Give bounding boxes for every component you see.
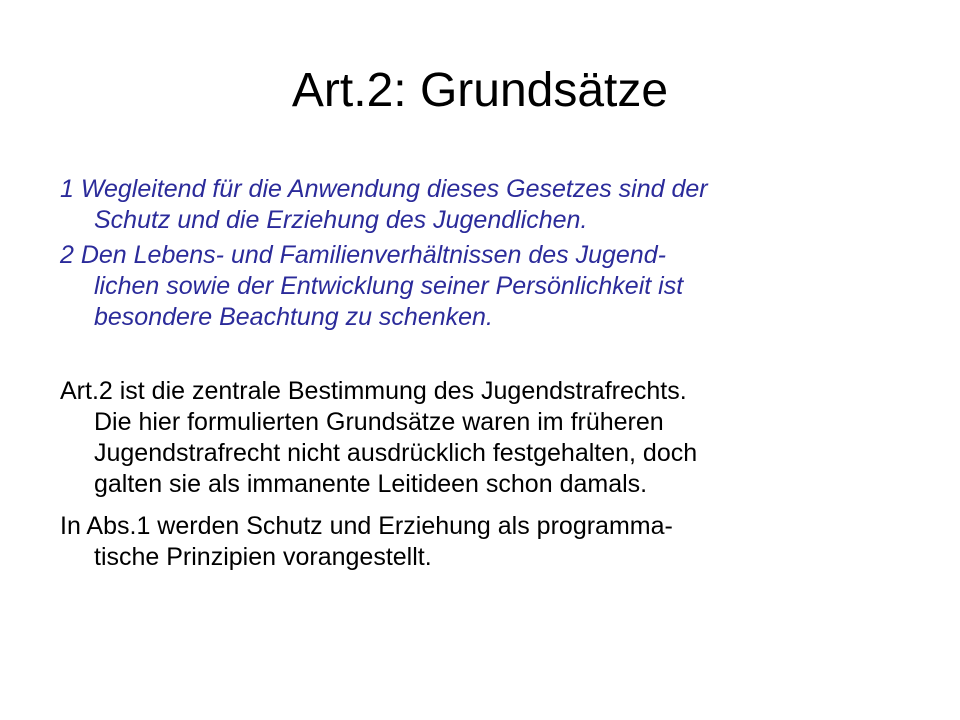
commentary-paragraph-1-line-3: Jugendstrafrecht nicht ausdrücklich festgehalten, doch [94,439,698,467]
law-paragraph-2-line-3: besondere Beachtung zu schenken. [94,303,493,331]
law-paragraph-2 [60,240,920,333]
commentary-paragraph-2-line-1: In Abs.1 werden Schutz und Erziehung als programma- [60,512,673,540]
commentary-paragraph-2 [60,511,920,573]
commentary-paragraph-1-line-2: Die hier formulierten Grundsätze waren im früheren [94,408,664,436]
law-paragraph-1 [60,174,920,236]
law-paragraph-1-line-2: Schutz und die Erziehung des Jugendlichen. [94,206,588,234]
commentary-paragraph-1-line-1: Art.2 ist die zentrale Bestimmung des Jugendstrafrechts. [60,377,687,405]
slide-title: Art.2: Grundsätze [291,64,669,117]
commentary-paragraph-1-line-4: galten sie als immanente Leitideen schon damals. [94,470,648,498]
law-paragraph-2-line-1: 2 Den Lebens- und Familienverhältnissen des Jugend- [60,241,666,269]
law-paragraph-2-line-2: lichen sowie der Entwicklung seiner Persönlichkeit ist [94,272,684,300]
commentary-paragraph-1 [60,376,920,500]
commentary-paragraph-2-line-2: tische Prinzipien vorangestellt. [94,543,432,571]
law-paragraph-1-line-1: 1 Wegleitend für die Anwendung dieses Gesetzes sind der [60,175,708,203]
